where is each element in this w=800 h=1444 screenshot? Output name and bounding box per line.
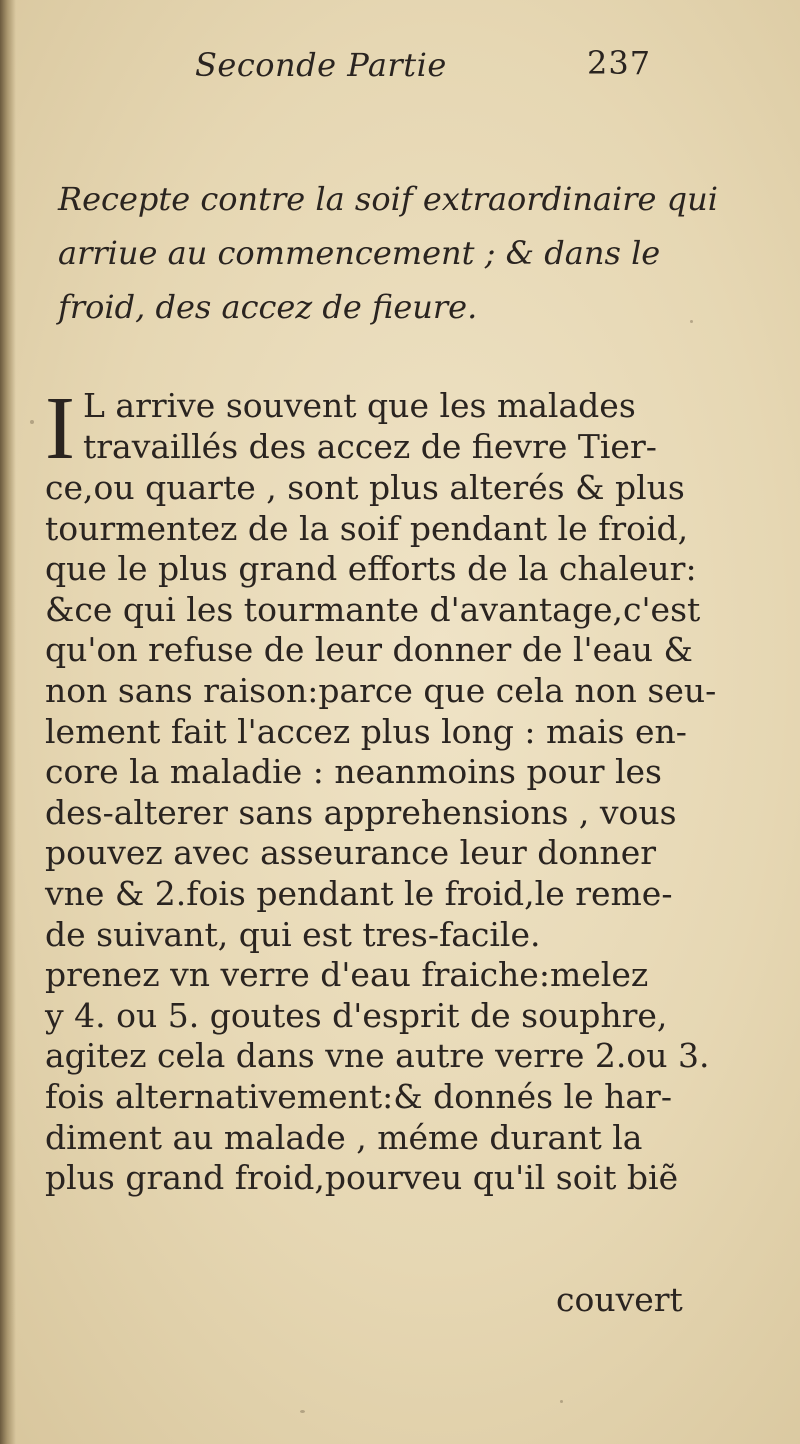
text-line: fois alternativement:& donnés le har- bbox=[45, 1076, 672, 1116]
text-line: de suivant, qui est tres-facile. bbox=[45, 914, 541, 954]
text-line: L arrive souvent que les malades bbox=[82, 386, 636, 425]
text-line: vne & 2.fois pendant le froid,le reme- bbox=[45, 873, 673, 913]
body-paragraph bbox=[45, 379, 717, 1199]
text-line: que le plus grand efforts de la chaleur: bbox=[45, 549, 697, 589]
text-line: prenez vn verre d'eau fraiche:melez bbox=[45, 955, 649, 995]
text-line: plus grand froid,pourveu qu'il soit biẽ bbox=[45, 1158, 679, 1198]
running-title: Seconde Partie bbox=[195, 46, 447, 84]
paper-speck bbox=[30, 420, 34, 424]
recipe-heading bbox=[58, 172, 718, 334]
heading-line: arriue au commencement ; & dans le bbox=[58, 234, 661, 272]
paper-speck bbox=[560, 1400, 563, 1403]
text-line: travaillés des accez de fievre Tier- bbox=[82, 426, 657, 466]
heading-line: froid, des accez de fieure. bbox=[58, 288, 478, 326]
text-line: des-alterer sans apprehensions , vous bbox=[45, 792, 677, 832]
text-line: &ce qui les tourmante d'avantage,c'est bbox=[45, 589, 701, 629]
heading-line: Recepte contre la soif extraordinaire qui bbox=[58, 180, 718, 218]
text-line: lement fait l'accez plus long : mais en- bbox=[45, 711, 687, 751]
paper-speck bbox=[300, 1410, 305, 1413]
text-line: tourmentez de la soif pendant le froid, bbox=[45, 508, 689, 548]
text-line: agitez cela dans vne autre verre 2.ou 3. bbox=[45, 1036, 710, 1076]
text-line: qu'on refuse de leur donner de l'eau & bbox=[45, 630, 693, 670]
text-line: ce,ou quarte , sont plus alterés & plus bbox=[45, 468, 685, 507]
catchword: couvert bbox=[556, 1280, 683, 1319]
text-line: non sans raison:parce que cela non seu- bbox=[45, 670, 717, 710]
text-line: y 4. ou 5. goutes d'esprit de souphre, bbox=[45, 995, 668, 1035]
drop-cap: I bbox=[45, 379, 75, 478]
binding-gutter bbox=[0, 0, 16, 1444]
text-line: diment au malade , méme durant la bbox=[45, 1117, 643, 1157]
paper-speck bbox=[690, 320, 693, 323]
text-line: pouvez avec asseurance leur donner bbox=[45, 833, 657, 873]
text-line: core la maladie : neanmoins pour les bbox=[45, 752, 662, 792]
page-number: 237 bbox=[587, 44, 652, 82]
